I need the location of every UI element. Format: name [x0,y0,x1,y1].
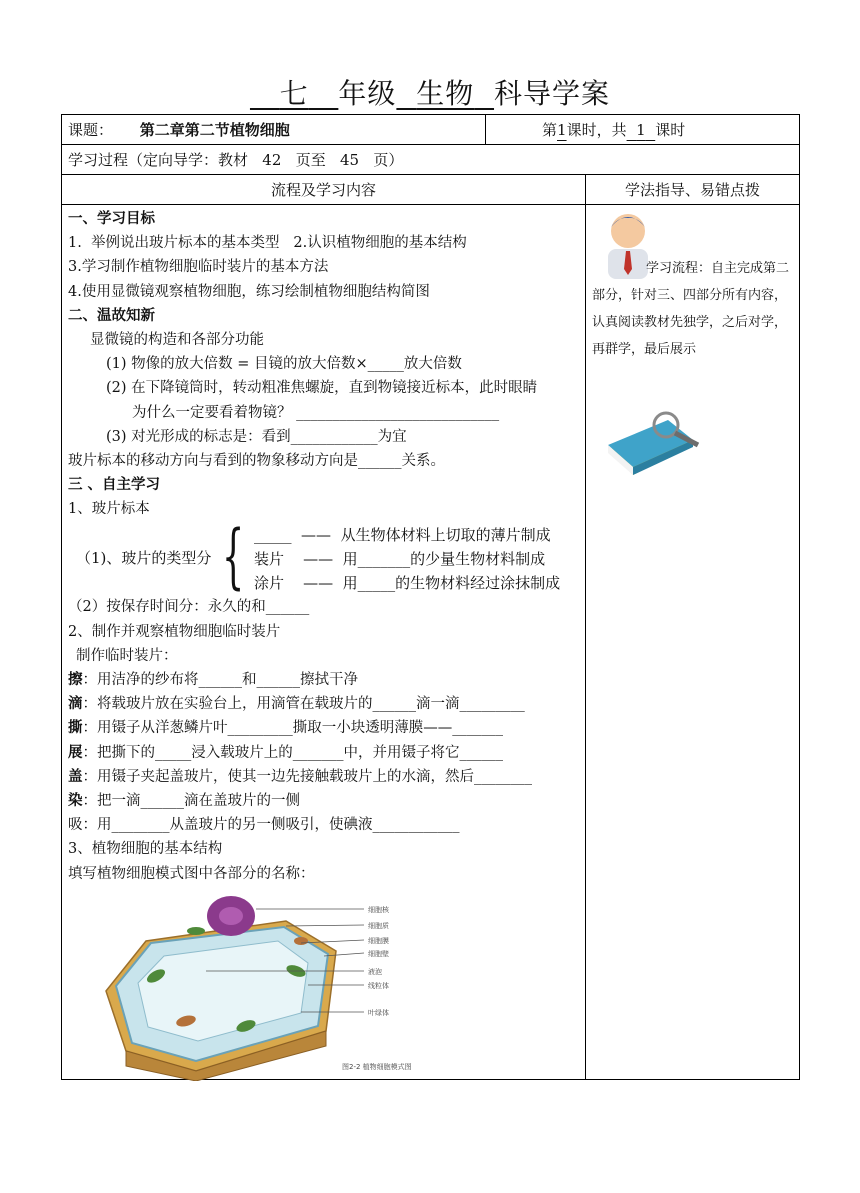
text-line: (3) 对光形成的标志是：看到____________为宜 [106,428,407,445]
text-line: (2) 在下降镜筒时，转动粗准焦螺旋，直到物镜接近标本，此时眼睛 [106,380,538,397]
figure-label: 叶绿体 [368,1009,389,1017]
text-line: （2）按保存时间分：永久的和______ [68,599,310,616]
text-line: 3.学习制作植物细胞临时装片的基本方法 [68,259,329,276]
text-line: 4.使用显微镜观察植物细胞，练习绘制植物细胞结构简图 [68,283,430,300]
lesson-table [61,114,800,1080]
slide-types [68,515,579,598]
text-line: 制作临时装片： [76,647,178,664]
step-line: 撕：用镊子从洋葱鳞片叶_________撕取一小块透明薄膜——_______ [68,719,503,737]
text-line: 显微镜的构造和各部分功能 [90,331,264,348]
section-title: 一、学习目标 [68,210,155,227]
figure-label: 细胞质 [368,922,389,930]
text-line: 1、玻片标本 [68,501,150,518]
text-line: 1. 举例说出玻片标本的基本类型 2.认识植物细胞的基本结构 [68,235,467,252]
step-line: 染：把一滴______滴在盖玻片的一侧 [68,791,300,809]
figure-label: 线粒体 [368,982,389,990]
guidance-tip: 学习流程：自主完成第二部分，针对三、四部分所有内容，认真阅读教材先独学，之后对学，再群学，最后展示 [592,261,790,357]
text-line: 填写植物细胞模式图中各部分的名称： [68,865,315,882]
column-header-left: 流程及学习内容 [62,175,586,205]
process-row: 学习过程（定向导学：教材 42 页至 45 页） [62,145,800,175]
brace-item: 涂片 —— 用_____的生物材料经过涂抹制成 [254,574,561,593]
brace-icon: { [222,515,245,598]
lesson-title-cell: 课题： 第二章第二节植物细胞 [62,115,486,145]
step-line: 盖：用镊子夹起盖玻片，使其一边先接触载玻片上的水滴，然后________ [68,767,532,785]
text-line: 为什么一定要看着物镜？ ____________________________ [132,404,500,421]
section-title: 二、温故知新 [68,306,155,324]
step-line: 吸：用________从盖玻片的另一侧吸引，使碘液____________ [68,817,460,834]
brace-item: 装片 —— 用_______的少量生物材料制成 [254,550,546,569]
figure-caption: 图2-2 植物细胞模式图 [342,1063,412,1071]
figure-label: 细胞膜 [368,937,389,945]
step-line: 擦：用洁净的纱布将______和______擦拭干净 [68,671,358,688]
section-title: 三 、自主学习 [68,476,161,494]
brace-label: （1)、玻片的类型分 [76,549,212,568]
guidance-cell [586,205,800,1080]
book-magnifier-icon [598,405,718,485]
step-line: 滴：将载玻片放在实验台上，用滴管在载玻片的______滴一滴_________ [68,695,525,713]
figure-label: 细胞核 [368,906,389,914]
lesson-title: 第二章第二节植物细胞 [139,121,290,139]
text-line: (1) 物像的放大倍数 = 目镜的放大倍数×_____放大倍数 [106,356,462,373]
column-header-right: 学法指导、易错点拨 [586,175,800,205]
figure-label: 细胞壁 [368,950,389,958]
page-title: 七 年级 生物 科导学案 [279,77,611,110]
text-line: 玻片标本的移动方向与看到的物象移动方向是______关系。 [68,452,445,469]
brace-item: _____ —— 从生物体材料上切取的薄片制成 [254,526,551,545]
text-line: 2、制作并观察植物细胞临时装片 [68,623,281,640]
step-line: 展：把撕下的_____浸入载玻片上的_______中，并用镊子将它______ [68,743,503,761]
figure-label: 液泡 [368,968,382,976]
period-cell: 第1课时，共 1 课时 [486,115,800,145]
plant-cell-figure [96,881,476,1081]
content-cell [62,205,586,1080]
text-line: 3、植物细胞的基本结构 [68,841,223,858]
